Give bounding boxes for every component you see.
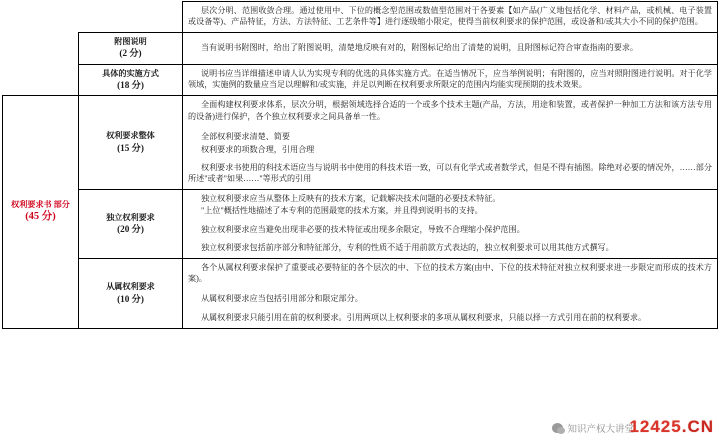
criterion-description [183, 258, 718, 328]
criterion-label-embodiments [79, 64, 183, 96]
criterion-label-independent-claims [79, 189, 183, 258]
paragraph: "上位"概括性地描述了本专利的范围最宽的技术方案，并且得到说明书的支持。 [200, 206, 483, 216]
criterion-points: (10 分) [117, 293, 144, 304]
paragraph: 独立权利要求应当从整体上反映有的技术方案，记载解决技术问题的必要技术特征。 [200, 193, 501, 203]
scoring-table [2, 1, 718, 329]
criterion-points: (20 分) [117, 224, 144, 235]
criterion-title: 具体的实施方式 [102, 68, 159, 78]
criterion-description [183, 96, 718, 190]
section-cell-empty [3, 2, 79, 33]
criterion-points: (2 分) [119, 48, 142, 59]
paragraph: 当有说明书附图时，给出了附图说明，清楚地反映有对的，附图标记给出了清楚的说明，且附图标记符合审查指南的要求。 [200, 43, 639, 52]
criterion-title: 附图说明 [114, 36, 147, 46]
criterion-points: (15 分) [117, 142, 144, 153]
criterion-title: 权利要求整体 [106, 131, 155, 141]
paragraph: 说明书应当详细描述申请人认为实现专利的优选的具体实施方式。在适当情况下，应当举例说明；有附图的，应当对照附图进行说明。对于化学领域，实施例的数量应当足以理解和/或实施，并足以判断在权利要求所限定的范围内均能实现预期的技术效果。 [188, 68, 712, 90]
table-row [3, 189, 718, 258]
section-cell-empty [3, 32, 79, 64]
criterion-title: 独立权利要求 [106, 212, 155, 222]
paragraph: 权利要求书使用的科技术语应当与说明书中使用的科技术语一致，可以有化学式或者数学式，但是不得有插图。除绝对必要的情况外，……部分所述"或者"如果……"等形式的引用 [188, 163, 712, 184]
table-row [3, 64, 718, 96]
watermark-domain: .CN [681, 417, 714, 436]
criterion-title: 从属权利要求 [106, 282, 155, 292]
criterion-points: (18 分) [117, 80, 144, 90]
site-watermark [629, 417, 714, 437]
paragraph: 权利要求的项数合理，引用合理 [200, 144, 315, 154]
watermark-site: 12425 [629, 417, 682, 436]
paragraph: 从属权利要求应当包括引用部分和限定部分。 [200, 293, 363, 303]
paragraph: 各个从属权利要求保护了重要或必要特征的各个层次的中、下位的技术方案(由中、下位的技术特征对独立权利要求进一步限定而形成的技术方案)。 [188, 262, 712, 284]
section-cell-claims [3, 96, 79, 329]
table-row [3, 258, 718, 328]
paragraph: 全面构建权利要求体系，层次分明，根据领域选择合适的一个或多个技术主题(产品，方法，用途和装置，或者保护一种加工方法和该方法专用的设备)进行保护，各个独立权利要求之间具备单一性。 [188, 100, 712, 121]
section-points: (45 分) [25, 211, 56, 223]
criterion-label-dependent-claims [79, 258, 183, 328]
wechat-label: 知识产权大讲堂 [567, 424, 634, 435]
table-row [3, 2, 718, 33]
table-row [3, 96, 718, 190]
paragraph: 从属权利要求只能引用在前的权利要求。引用两项以上权利要求的多项从属权利要求，只能以择一方式引用在前的权利要求。 [200, 313, 647, 323]
table-row [3, 32, 718, 64]
wechat-icon [552, 423, 563, 433]
paragraph: 全部权利要求清楚、简要 [200, 132, 290, 142]
criterion-description [183, 2, 718, 33]
section-title: 权利要求书 部分 [11, 199, 70, 209]
wechat-attribution [552, 421, 634, 435]
criterion-description [183, 64, 718, 96]
criterion-label-drawing-description [79, 32, 183, 64]
criterion-cell-empty [79, 2, 183, 33]
paragraph: 独立权利要求包括前序部分和特征部分，专利的性质不适于用前款方式表达的，独立权利要求可以用其他方式撰写。 [200, 243, 614, 253]
paragraph: 独立权利要求应当避免出现非必要的技术特征或出现多余限定，导致不合理缩小保护范围。 [200, 224, 525, 234]
criterion-label-claims-overall [79, 96, 183, 190]
criterion-description [183, 189, 718, 258]
section-cell-empty [3, 64, 79, 96]
criterion-description [183, 32, 718, 64]
document-page [0, 1, 720, 441]
paragraph: 层次分明、范围收敛合理。通过使用中、下位的概念型范围或数值型范围对于各要素【如产品(广义地包括化学、材料产品，或机械、电子装置或设备等)、产品特征，方法、方法特征、工艺条件等】进行逐级缩小限定，使得当前权利要求的保护范围，或设备和/或其大小不同的保护范围。 [188, 6, 712, 27]
